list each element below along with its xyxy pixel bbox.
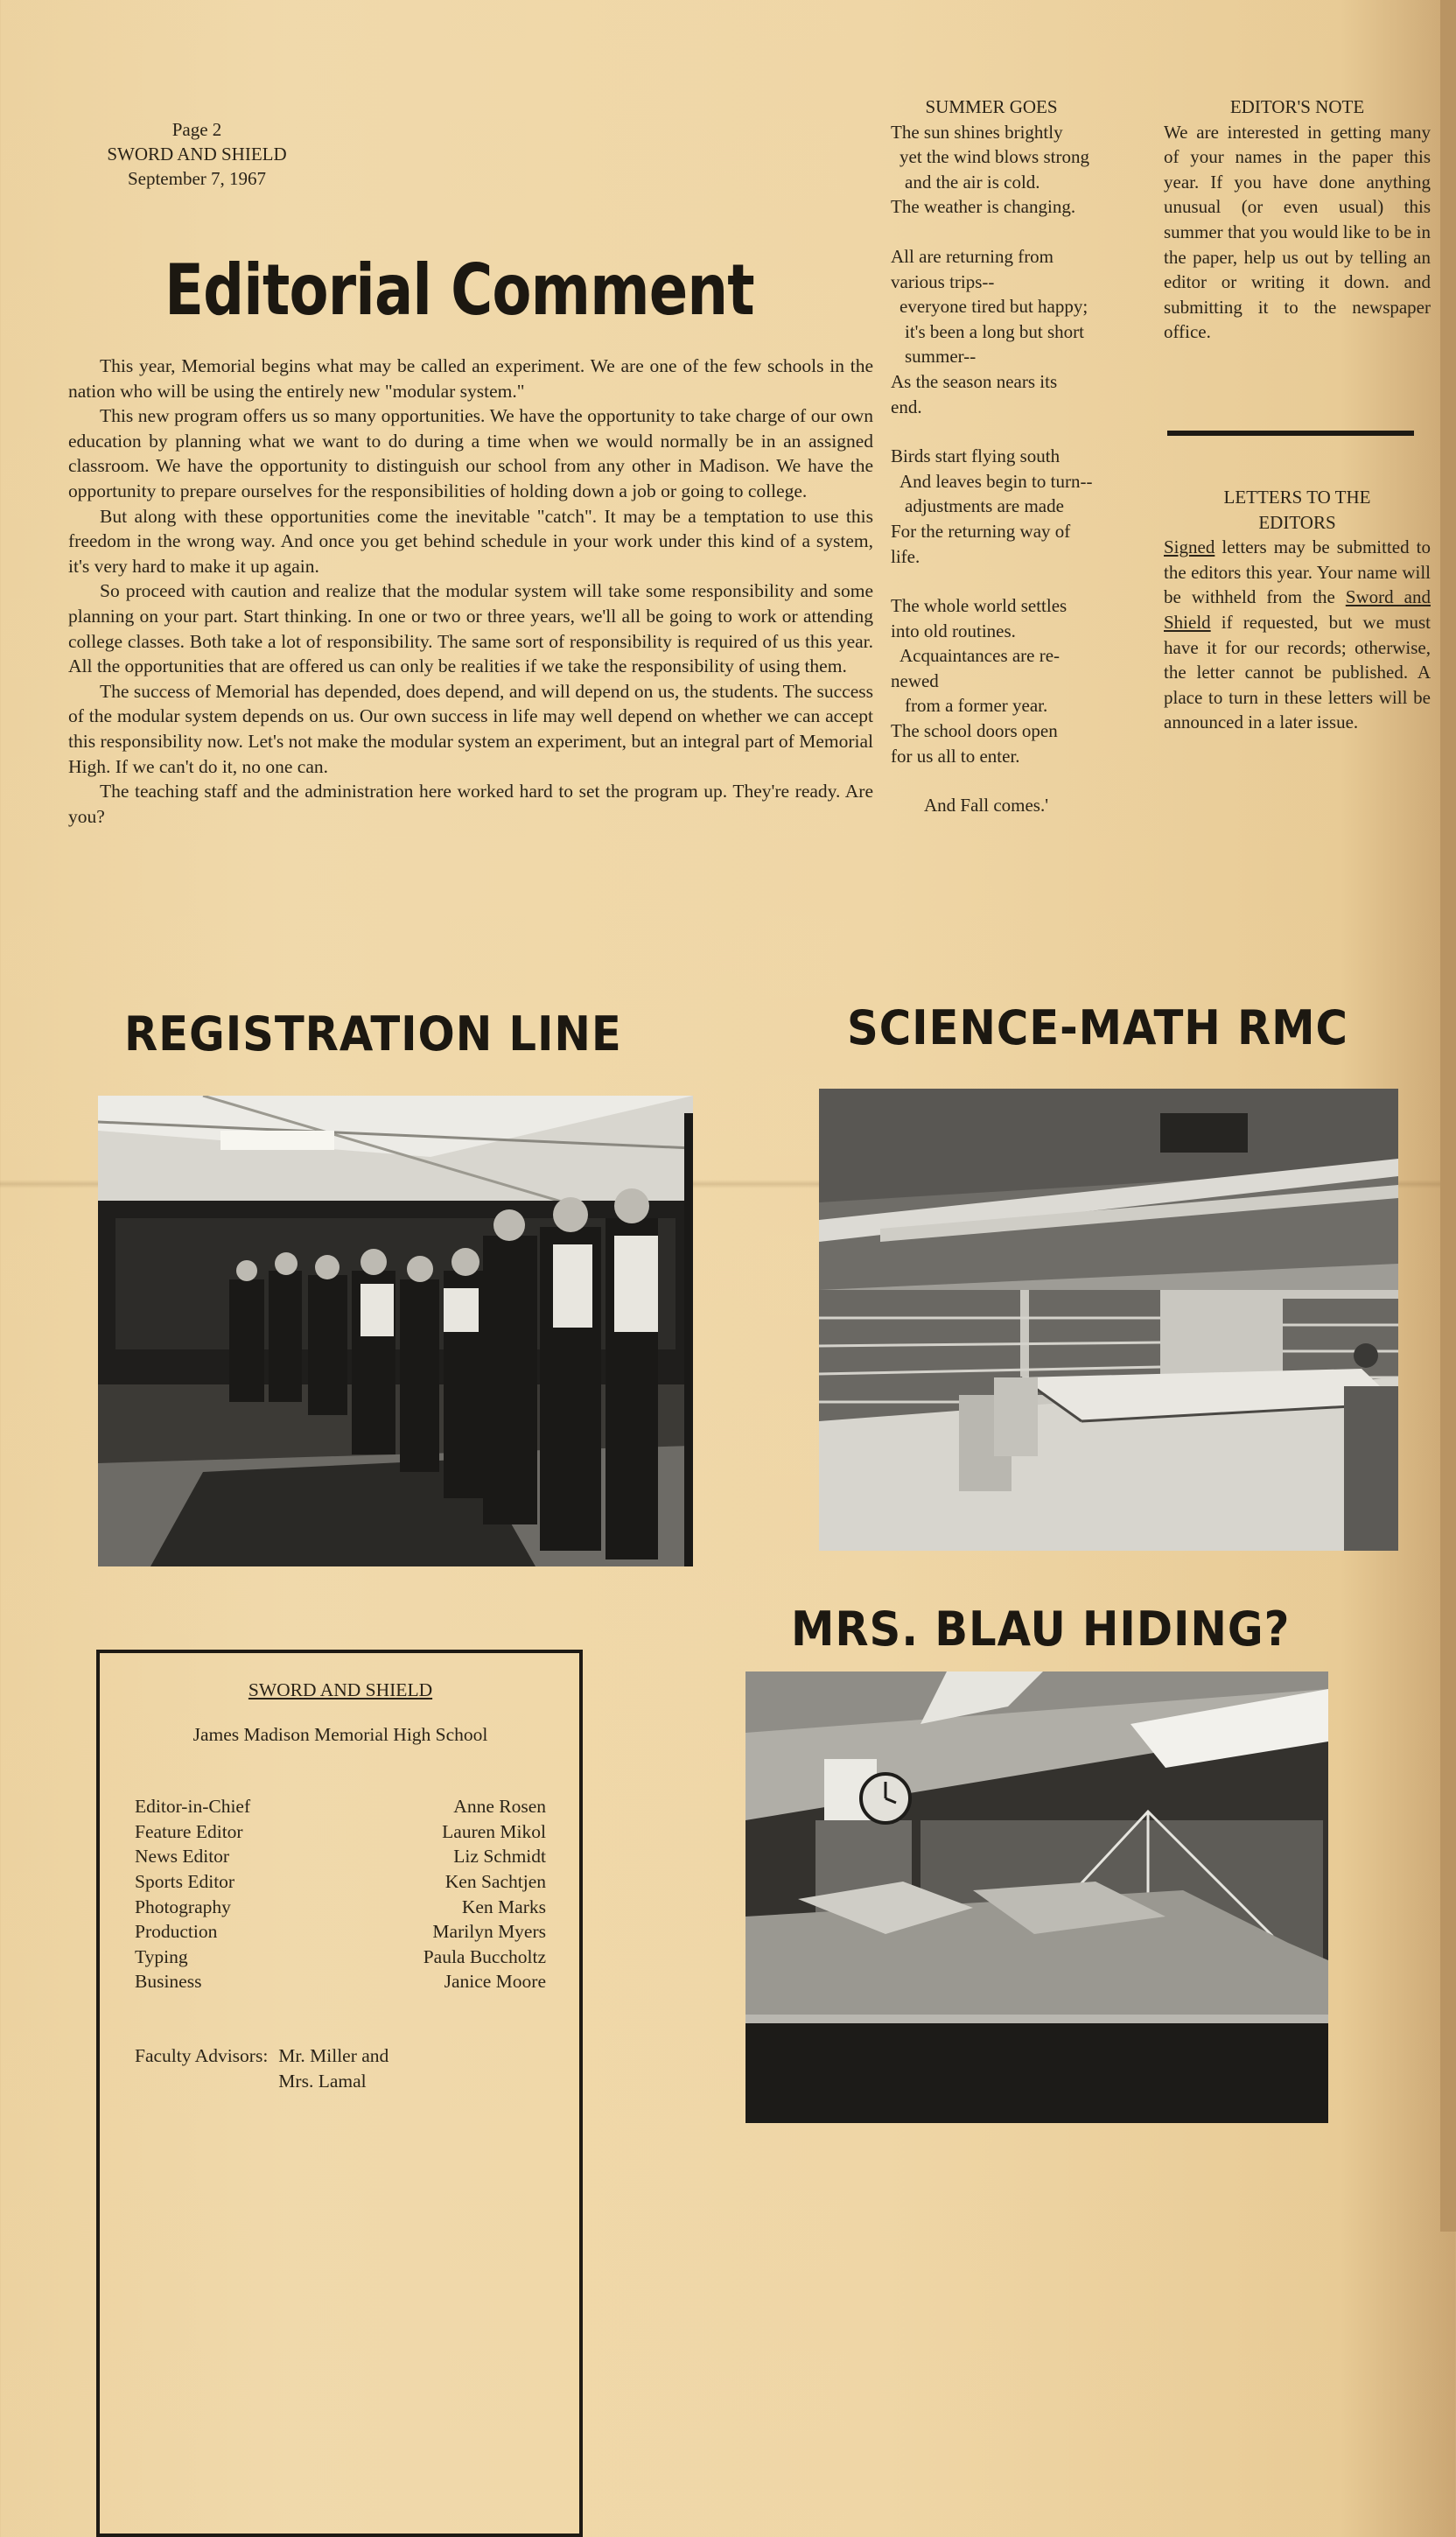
staff-role: Typing [135, 1945, 188, 1967]
letters-title: EDITORS [1258, 511, 1336, 533]
letters-text-a: letters may be submitted to the editors this year. Your name will be withheld from the [1164, 536, 1431, 608]
staff-row [135, 1919, 546, 1945]
poem-line: everyone tired but happy; [900, 296, 1088, 318]
staff-name: Liz Schmidt [453, 1846, 546, 1868]
divider-rule [1167, 431, 1414, 436]
editors-note-title: EDITOR'S NOTE [1229, 96, 1365, 117]
advisors-label: Faculty Advisors: [135, 2044, 269, 2066]
editorial-headline: Editorial Comment [164, 249, 754, 331]
poem-line: for us all to enter. [891, 745, 1020, 767]
staff-role: News Editor [135, 1846, 230, 1868]
staff-box [96, 1650, 583, 2537]
poem-line: from a former year. [905, 695, 1048, 717]
poem-line: it's been a long but short [905, 320, 1085, 342]
advisors-line: Mrs. Lamal [278, 2070, 367, 2092]
editors-note [1164, 95, 1431, 345]
editorial-body [68, 354, 873, 829]
staff-role: Production [135, 1921, 218, 1943]
page-number: Page 2 [172, 119, 222, 140]
staff-name: Marilyn Myers [432, 1921, 546, 1943]
poem-line: Birds start flying south [891, 445, 1060, 467]
poem-line: end. [891, 396, 922, 417]
staff-row [135, 1844, 546, 1869]
poem-line: And leaves begin to turn-- [900, 470, 1093, 492]
poem-line: For the returning way of [891, 520, 1071, 542]
poem-title: SUMMER GOES [925, 96, 1058, 117]
letters-to-editors [1164, 485, 1431, 735]
poem-line: As the season nears its [891, 370, 1058, 392]
registration-line-photo [98, 1096, 693, 1566]
masthead [70, 117, 324, 191]
editorial-paragraph: The teaching staff and the administration here worked hard to set the program up. They're ready. Are you? [68, 781, 873, 827]
poem-line: The sun shines brightly [891, 121, 1063, 143]
staff-name: Anne Rosen [453, 1796, 546, 1818]
staff-role: Photography [135, 1896, 231, 1917]
letters-text-b: if requested, but we must have it for our records; otherwise, the letter cannot be published. A place to turn in these letters will be announced in a later issue. [1164, 611, 1431, 733]
poem-line: And Fall comes.' [924, 795, 1049, 816]
staff-role: Sports Editor [135, 1870, 235, 1892]
poem-line: The school doors open [891, 720, 1058, 742]
letters-text [1164, 535, 1431, 735]
mrs-blau-photo [746, 1671, 1328, 2123]
poem-line: and the air is cold. [905, 171, 1040, 193]
poem-line: yet the wind blows strong [900, 146, 1089, 168]
staff-name: Ken Marks [461, 1896, 546, 1917]
poem-line: The weather is changing. [891, 196, 1076, 218]
poem-summer-goes [891, 95, 1144, 818]
advisors-line: Mr. Miller and [278, 2044, 389, 2066]
paper-name: SWORD AND SHIELD [107, 144, 287, 165]
page-edge [1440, 0, 1456, 2232]
staff-role: Editor-in-Chief [135, 1796, 251, 1818]
registration-caption: REGISTRATION LINE [124, 1006, 622, 1062]
staff-role: Feature Editor [135, 1820, 243, 1842]
science-math-rmc-photo [819, 1089, 1398, 1551]
poem-line: newed [891, 669, 939, 691]
school-name: James Madison Memorial High School [192, 1723, 488, 1745]
staff-row [135, 1869, 546, 1895]
staff-row [135, 1895, 546, 1920]
faculty-advisors [135, 2043, 546, 2093]
editorial-paragraph: So proceed with caution and realize that the modular system will take some responsibility and some planning on your part. Start thinking. In one or two or three years, we'll all be going to work or attending college classes. Both take a lot of responsibility. The same sort of responsibility is required of us this year. All the opportunities that are offered us can only be realities if we take the responsibility of using them. [68, 580, 873, 677]
staff-name: Janice Moore [444, 1971, 546, 1993]
editorial-paragraph: This year, Memorial begins what may be called an experiment. We are one of the few schools in the nation who will be using the entirely new "modular system." [68, 355, 873, 402]
poem-line: The whole world settles [891, 595, 1068, 617]
blau-caption: MRS. BLAU HIDING? [791, 1601, 1291, 1657]
staff-row [135, 1794, 546, 1819]
issue-date: September 7, 1967 [127, 168, 267, 189]
staff-name: Lauren Mikol [442, 1820, 546, 1842]
letters-title: LETTERS TO THE [1223, 487, 1371, 508]
staff-row [135, 1969, 546, 1994]
staff-box-title: SWORD AND SHIELD [248, 1679, 433, 1700]
letters-paper-name: Sword and Shield [1164, 586, 1431, 633]
staff-role: Business [135, 1971, 202, 1993]
science-caption: SCIENCE-MATH RMC [847, 1000, 1348, 1055]
staff-name: Ken Sachtjen [444, 1870, 546, 1892]
poem-line: Acquaintances are re- [900, 645, 1060, 667]
editorial-paragraph: The success of Memorial has depended, does depend, and will depend on us, the students. The success of the modular system depends on us. Our own success in life may well depend on whether we can accept this responsibility now. Let's not make the modular system an experiment, but an integral part of Memorial High. If we can't do it, no one can. [68, 680, 873, 777]
letters-signed: Signed [1164, 536, 1215, 558]
staff-row [135, 1819, 546, 1845]
poem-line: adjustments are made [905, 495, 1064, 517]
staff-row [135, 1945, 546, 1970]
poem-line: life. [891, 545, 920, 567]
editorial-paragraph: This new program offers us so many opportunities. We have the opportunity to take charge of our own education by planning what we want to do during a time when we would normally be in an assigned classroom. We have the opportunity to distinguish our school from any other in Madison. We have the opportunity to prepare ourselves for the responsibilities of holding down a job or going to college. [68, 405, 873, 501]
poem-line: various trips-- [891, 270, 995, 292]
staff-name: Paula Buccholtz [423, 1945, 546, 1967]
poem-line: summer-- [905, 346, 976, 368]
poem-line: into old routines. [891, 620, 1016, 641]
editorial-paragraph: But along with these opportunities come the inevitable "catch". It may be a temptation to use this freedom in the wrong way. And once you get behind schedule in your work under this kind of a system, it's very hard to make it up again. [68, 505, 873, 577]
editors-note-text: We are interested in getting many of your names in the paper this year. If you have done anything unusual (or even usual) this summer that you would like to be in the paper, help us out by telling an editor or writing it down. and submitting it to the newspaper office. [1164, 121, 1431, 343]
poem-line: All are returning from [891, 245, 1054, 267]
